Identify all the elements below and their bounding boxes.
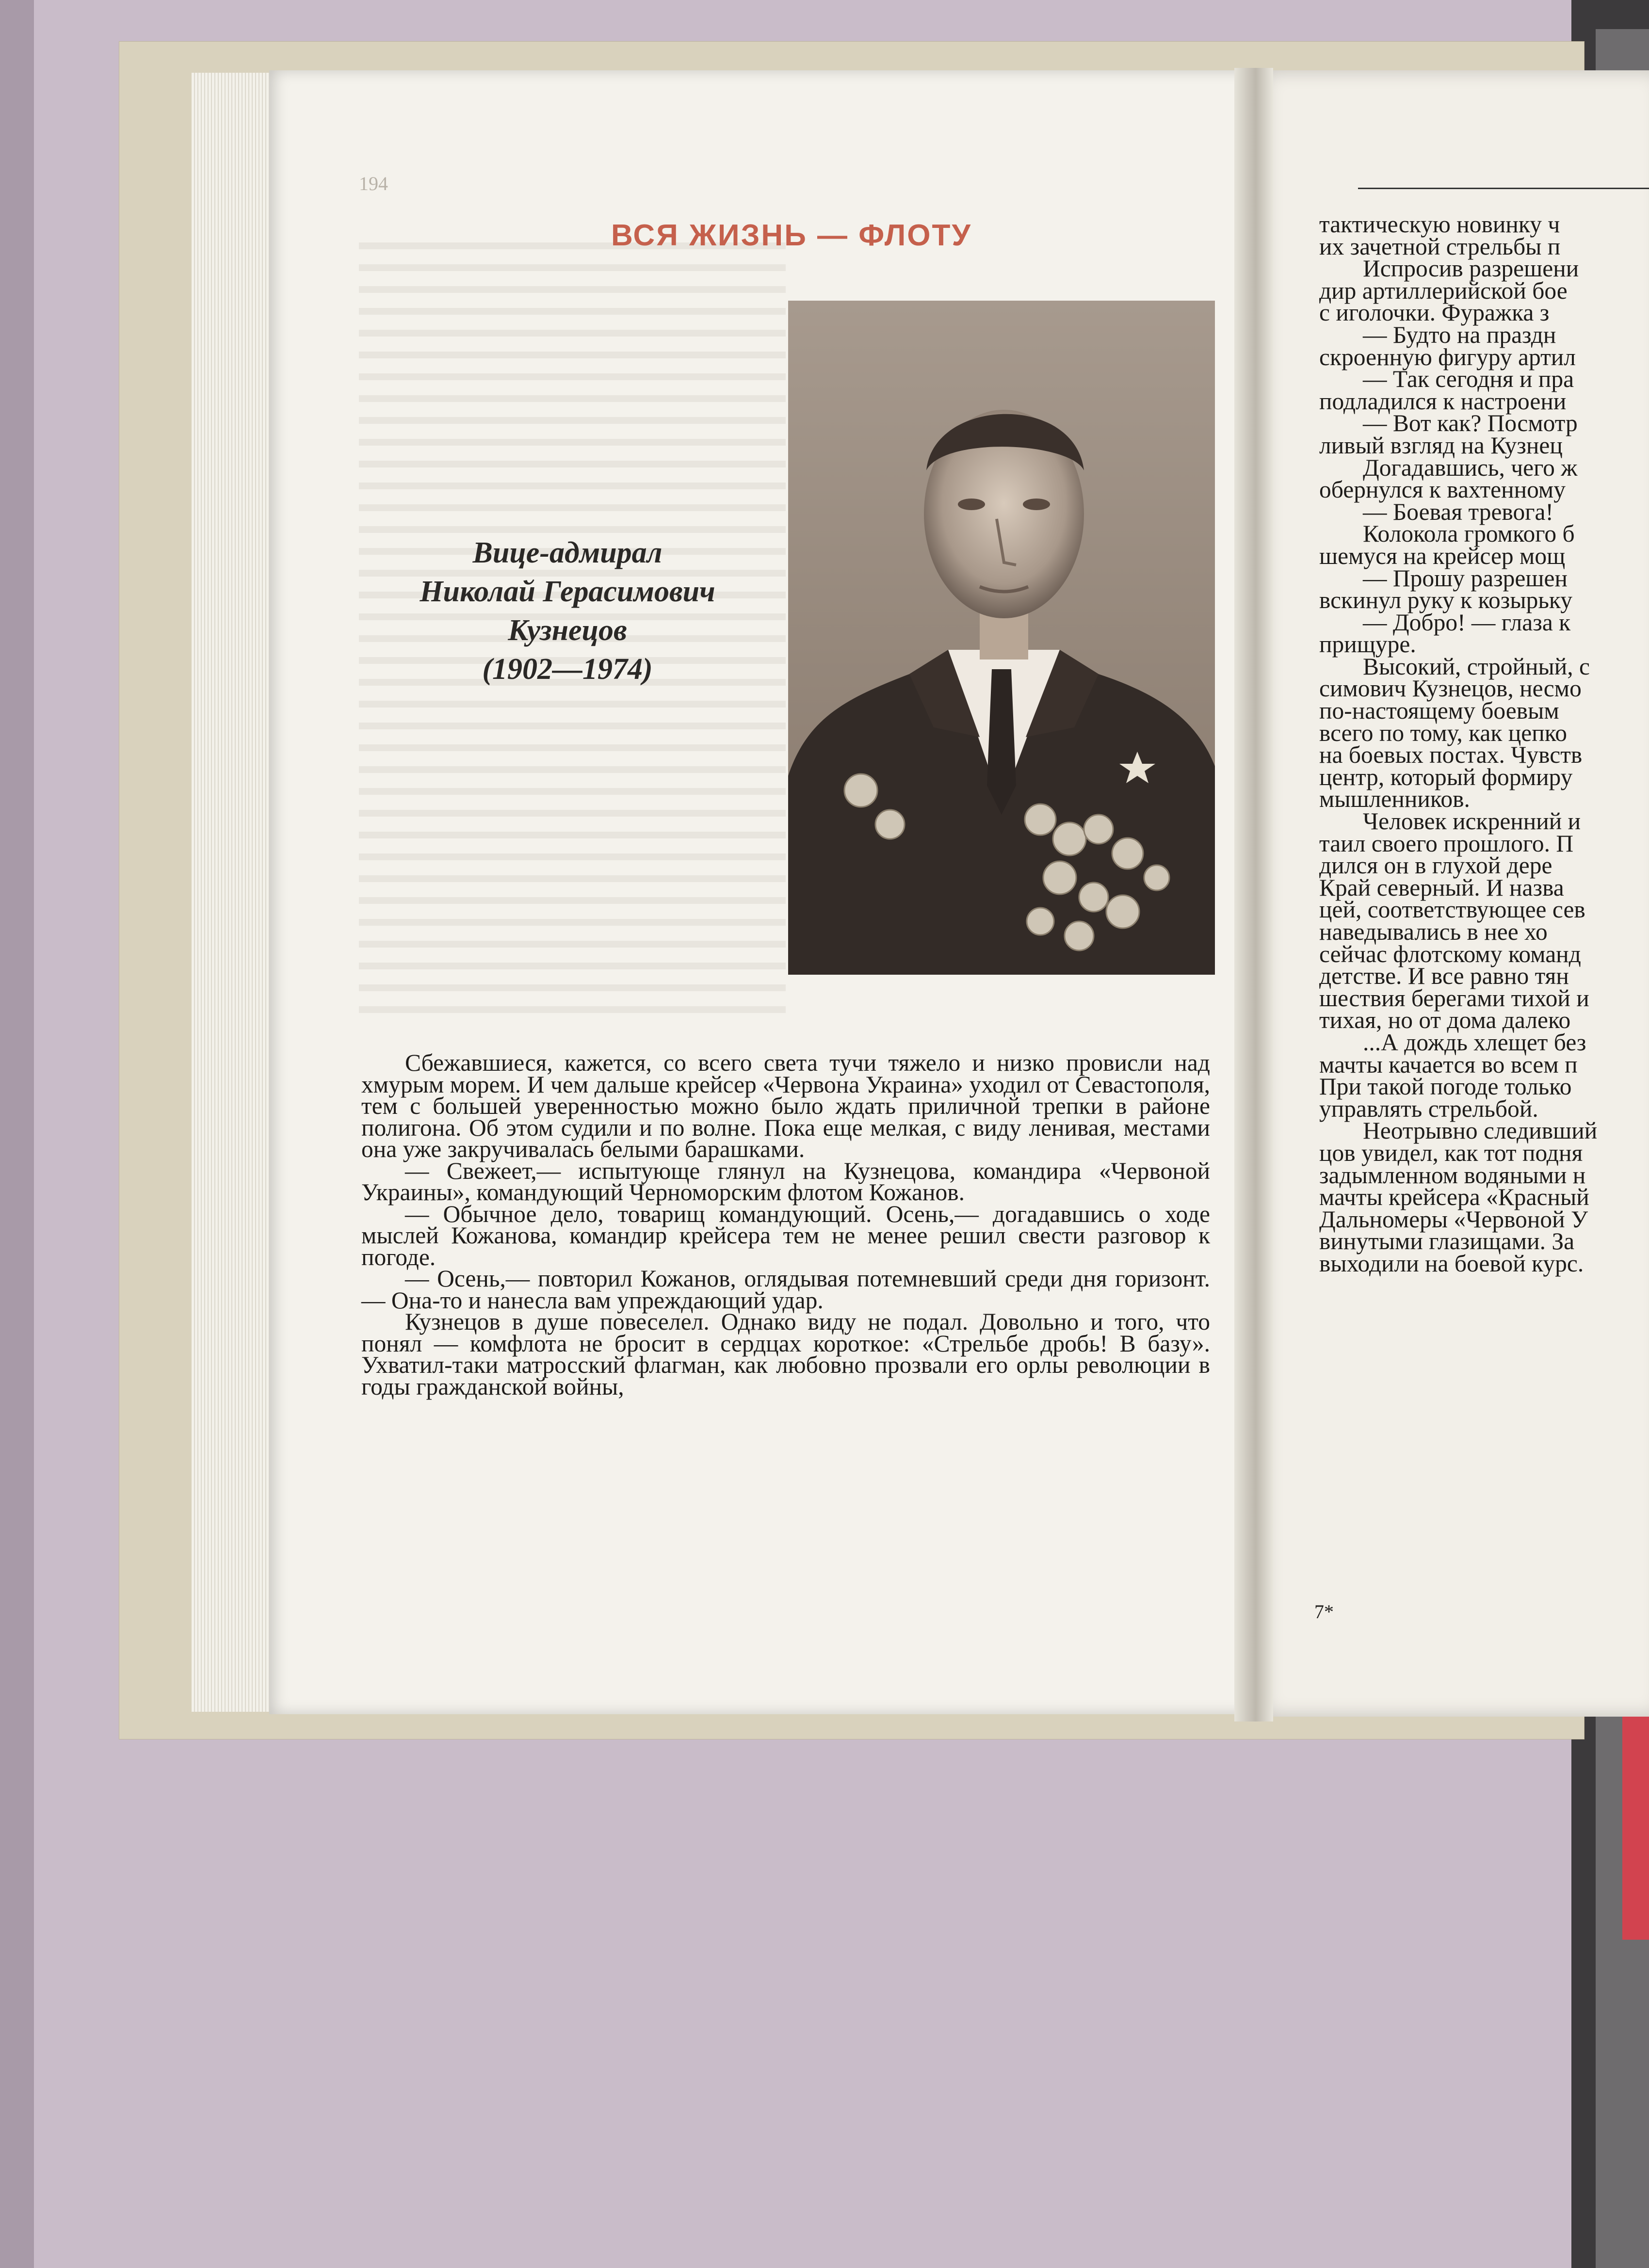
right-page-line: При такой погоде только	[1319, 1073, 1572, 1100]
right-page-line: тактическую новинку ч	[1319, 211, 1560, 238]
right-page-line: Колокола громкого б	[1363, 520, 1575, 547]
right-page-line: тихая, но от дома далеко	[1319, 1007, 1571, 1034]
right-page-rule	[1358, 188, 1649, 189]
paragraph: — Осень,— повторил Кожанов, оглядывая потемневший среди дня горизонт.— Она-то и нанесла вам упреждающий удар.	[361, 1265, 1210, 1314]
right-page-line: — Прошу разрешен	[1363, 564, 1568, 592]
right-page-line: на боевых постах. Чувств	[1319, 741, 1583, 769]
paragraph: Кузнецов в душе повеселел. Однако виду не подал. Довольно и того, что понял — комфлота не бросит в сердцах короткое: «Стрельбе дробь! В базу». Ухватил-таки матросский флагман, как любовно прозвали его орлы революции в годы гражданской войны,	[361, 1308, 1210, 1400]
caption-years: (1902—1974)	[482, 653, 653, 686]
chapter-title: ВСЯ ЖИЗНЬ — ФЛОТУ	[611, 219, 972, 252]
right-page-line: Край северный. И назва	[1319, 874, 1564, 901]
right-page-line: цов увидел, как тот подня	[1319, 1139, 1583, 1166]
right-page-line: Человек искренний и	[1363, 808, 1581, 835]
right-page-line: шемуся на крейсер мощ	[1319, 542, 1566, 569]
right-page-line: Догадавшись, чего ж	[1363, 454, 1578, 481]
portrait-caption	[349, 533, 786, 689]
paragraph: Сбежавшиеся, кажется, со всего света тучи тяжело и низко провисли над хмурым морем. И чем дальше крейсер «Червона Украина» уходил от Севастополя, тем с большей уверенностью можно было ждать приличной трепки в районе полигона. Об этом судили и по волне. Пока еще мелкая, с виду ленивая, местами она уже закручивалась белыми барашками.	[361, 1049, 1210, 1162]
right-page-line: мачты качается во всем п	[1319, 1051, 1578, 1078]
right-page-line: — Добро! — глаза к	[1363, 609, 1571, 636]
right-page-line: ...А дождь хлещет без	[1363, 1029, 1586, 1056]
right-page-line: Неотрывно следивший	[1363, 1117, 1598, 1144]
right-page-line: симович Кузнецов, несмо	[1319, 675, 1582, 702]
right-page-line: обернулся к вахтенному	[1319, 476, 1566, 503]
right-page-line: с иголочки. Фуражка з	[1319, 299, 1550, 326]
right-page-line: вскинул руку к козырьку	[1319, 587, 1572, 614]
page-number: 194	[359, 173, 388, 194]
caption-rank: Вице-адмирал	[472, 536, 663, 569]
right-page-line: наведывались в нее хо	[1319, 918, 1548, 945]
right-page-line: прищуре.	[1319, 631, 1416, 658]
right-page-line: их зачетной стрельбы п	[1319, 233, 1561, 260]
right-page-line: — Так сегодня и пра	[1363, 366, 1574, 393]
caption-name: Николай Герасимович	[420, 575, 715, 608]
right-page-line: цей, соответствующее сев	[1319, 896, 1585, 923]
right-page-line: дир артиллерийской бое	[1319, 277, 1568, 304]
right-page-line: шествия берегами тихой и	[1319, 984, 1589, 1012]
right-page-line: Высокий, стройный, с	[1363, 653, 1590, 680]
paragraph: — Свежеет,— испытующе глянул на Кузнецова, командира «Червоной Украины», командующий Черноморским флотом Кожанов.	[361, 1157, 1210, 1206]
right-page-line: ливый взгляд на Кузнец	[1319, 432, 1563, 459]
right-page-line: — Будто на праздн	[1363, 321, 1556, 348]
right-page-line: детстве. И все равно тян	[1319, 963, 1569, 990]
right-page-footer: 7*	[1314, 1601, 1334, 1623]
right-page-line: Испросив разрешени	[1363, 255, 1579, 282]
main-text	[361, 1049, 1210, 1400]
right-page-line: скроенную фигуру артил	[1319, 343, 1576, 370]
right-page-line: подладился к настроени	[1319, 387, 1567, 415]
caption-surname: Кузнецов	[508, 614, 627, 647]
right-page-line: — Боевая тревога!	[1363, 498, 1553, 525]
scan-background-left	[0, 0, 34, 2268]
right-page-line: задымленном водяными н	[1319, 1161, 1586, 1189]
right-page-line: выходили на боевой курс.	[1319, 1250, 1584, 1277]
right-page-line: всего по тому, как цепко	[1319, 719, 1568, 746]
book-gutter	[1234, 68, 1273, 1721]
right-page-line: таил своего прошлого. П	[1319, 830, 1574, 857]
right-page-line: винутыми глазищами. За	[1319, 1228, 1575, 1255]
right-page-line: управлять стрельбой.	[1319, 1095, 1538, 1122]
page-edges	[192, 73, 274, 1712]
right-page-line: Дальномеры «Червоной У	[1319, 1206, 1588, 1233]
right-page-line: мышленников.	[1319, 786, 1470, 813]
right-page-line: мачты крейсера «Красный	[1319, 1184, 1589, 1211]
right-page-text	[1319, 213, 1649, 1275]
right-page-line: по-настоящему боевым	[1319, 697, 1559, 724]
right-page-line: центр, который формиру	[1319, 763, 1573, 790]
right-page-line: сейчас флотскому команд	[1319, 940, 1581, 967]
paragraph: — Обычное дело, товарищ командующий. Осень,— догадавшись о ходе мыслей Кожанова, командир крейсера тем не менее решил свести разговор к погоде.	[361, 1200, 1210, 1271]
right-page-line: — Вот как? Посмотр	[1363, 410, 1578, 437]
right-page-line: дился он в глухой дере	[1319, 852, 1552, 879]
portrait-photo	[788, 301, 1215, 975]
